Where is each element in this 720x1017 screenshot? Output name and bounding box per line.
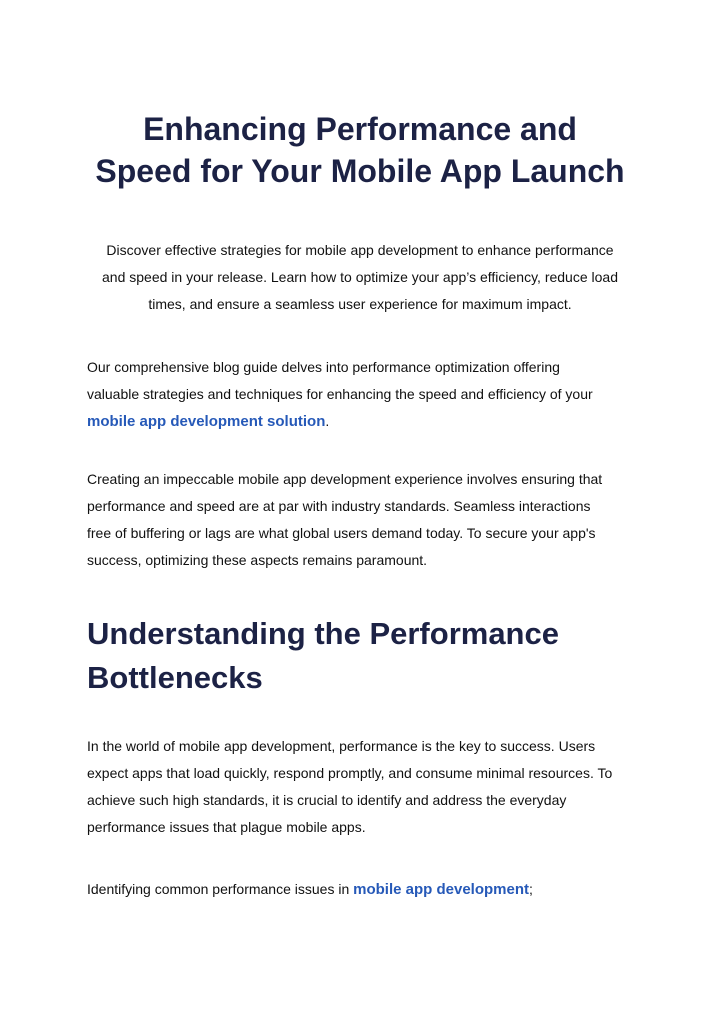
paragraph-world-of-development [87, 733, 647, 841]
paragraph2-line-1: Creating an impeccable mobile app development experience involves ensuring that [87, 471, 603, 487]
paragraph-common-issues [87, 876, 647, 903]
mobile-app-development-link[interactable]: mobile app development [353, 881, 529, 898]
intro-summary [80, 237, 640, 318]
paragraph3-line-4: performance issues that plague mobile apps. [87, 819, 366, 835]
paragraph-impeccable-experience [87, 466, 647, 574]
section-heading-line-2: Bottlenecks [87, 660, 263, 695]
section-heading-line-1: Understanding the Performance [87, 616, 559, 651]
paragraph3-line-3: achieve such high standards, it is crucial to identify and address the everyday [87, 792, 567, 808]
paragraph1-suffix: . [325, 413, 330, 429]
paragraph-blog-guide [87, 354, 647, 435]
paragraph4-line-1 [87, 876, 647, 903]
page-title-line-2: Speed for Your Mobile App Launch [95, 153, 625, 189]
intro-line-3: times, and ensure a seamless user experience for maximum impact. [148, 296, 572, 312]
paragraph2-line-2: performance and speed are at par with industry standards. Seamless interactions [87, 498, 591, 514]
page-title-line-1: Enhancing Performance and [143, 111, 577, 147]
paragraph3-line-2: expect apps that load quickly, respond promptly, and consume minimal resources. To [87, 765, 613, 781]
paragraph2-line-3: free of buffering or lags are what global users demand today. To secure your app's [87, 525, 596, 541]
paragraph4-prefix: Identifying common performance issues in [87, 881, 354, 897]
intro-line-2: and speed in your release. Learn how to optimize your app’s efficiency, reduce load [102, 269, 618, 285]
paragraph4-suffix: ; [529, 881, 533, 897]
paragraph3-line-1: In the world of mobile app development, performance is the key to success. Users [87, 738, 596, 754]
paragraph2-line-4: success, optimizing these aspects remains paramount. [87, 552, 428, 568]
section-heading-performance-bottlenecks [87, 612, 647, 700]
intro-line-1: Discover effective strategies for mobile app development to enhance performance [106, 242, 614, 258]
mobile-app-development-solution-link[interactable]: mobile app development solution [87, 413, 326, 430]
paragraph1-line-2: valuable strategies and techniques for enhancing the speed and efficiency of your [87, 386, 593, 402]
paragraph1-line-3 [87, 408, 647, 435]
page-title [40, 108, 680, 192]
paragraph1-line-1: Our comprehensive blog guide delves into performance optimization offering [87, 359, 560, 375]
